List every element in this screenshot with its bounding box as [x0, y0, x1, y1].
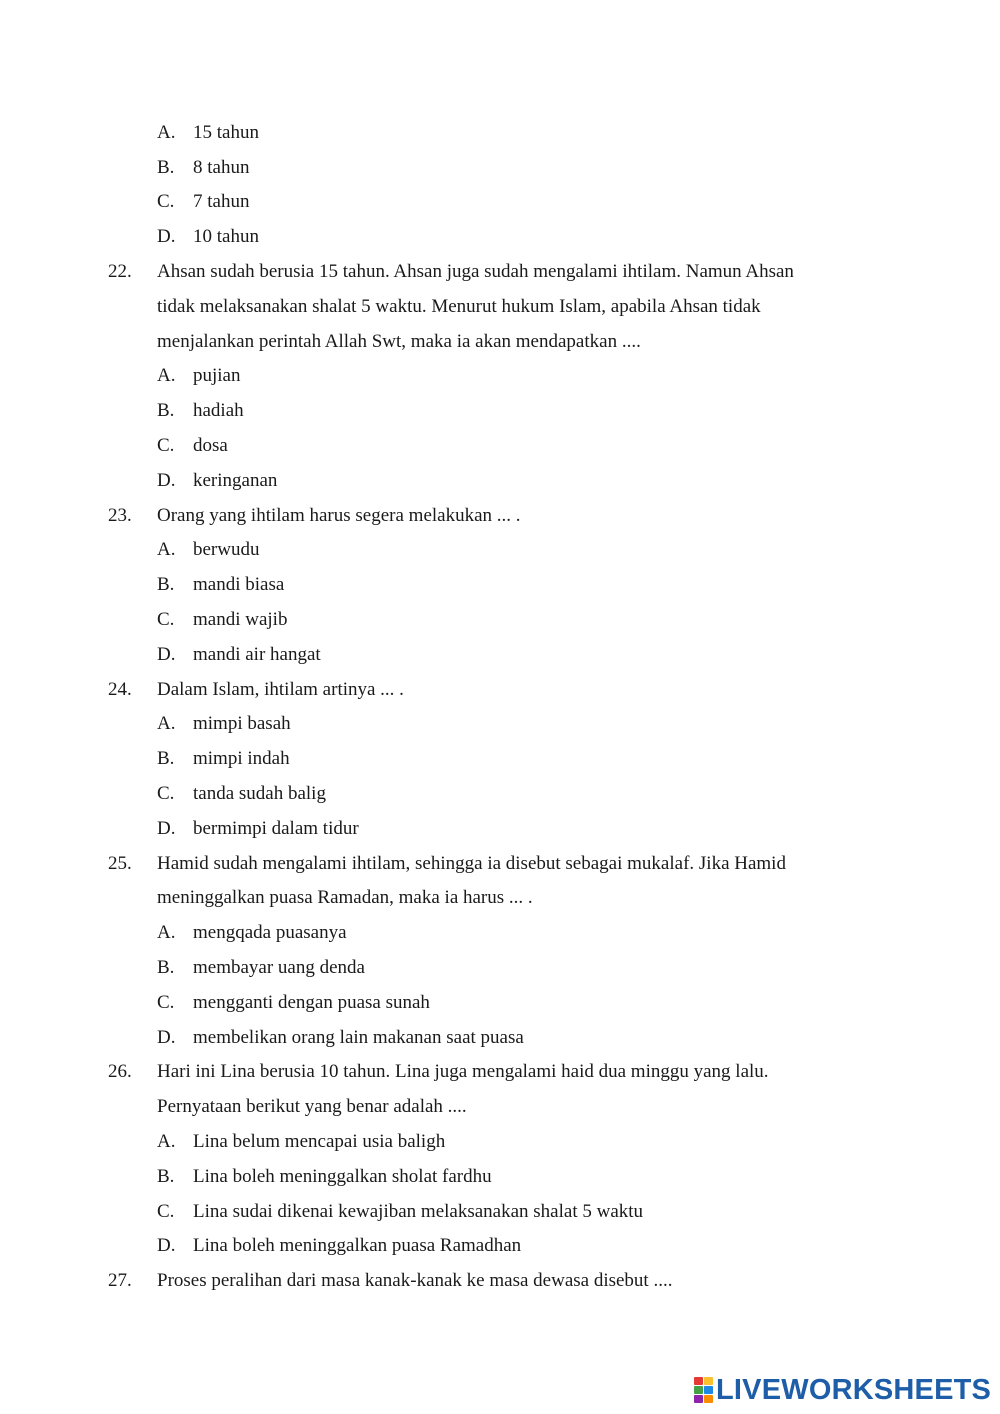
question-number: 25. — [108, 852, 132, 874]
question-text: meninggalkan puasa Ramadan, maka ia harus ... . — [157, 887, 533, 909]
option-letter[interactable]: C. — [157, 1200, 175, 1222]
question-text: Pernyataan berikut yang benar adalah .... — [157, 1096, 467, 1118]
question-number: 23. — [108, 504, 132, 526]
option-text[interactable]: 10 tahun — [193, 226, 259, 248]
option-text[interactable]: mandi air hangat — [193, 643, 321, 665]
option-text[interactable]: mengqada puasanya — [193, 922, 347, 944]
option-text[interactable]: hadiah — [193, 400, 244, 422]
logo-text: LIVEWORKSHEETS — [716, 1373, 992, 1406]
option-letter[interactable]: C. — [157, 435, 175, 456]
option-text[interactable]: bermimpi dalam tidur — [193, 817, 359, 839]
question-number: 24. — [108, 678, 132, 700]
option-letter[interactable]: C. — [157, 991, 175, 1013]
option-letter[interactable]: D. — [157, 1026, 176, 1048]
question-number: 22. — [108, 261, 132, 282]
option-text[interactable]: membelikan orang lain makanan saat puasa — [193, 1026, 524, 1048]
option-letter[interactable]: C. — [157, 783, 175, 804]
option-letter[interactable]: B. — [157, 1165, 175, 1187]
option-letter[interactable]: D. — [157, 643, 176, 665]
option-letter[interactable]: B. — [157, 574, 175, 596]
logo-tile — [694, 1395, 703, 1403]
question-text: Dalam Islam, ihtilam artinya ... . — [157, 678, 404, 700]
option-text[interactable]: mandi biasa — [193, 574, 285, 596]
option-letter[interactable]: B. — [157, 156, 175, 178]
option-letter[interactable]: A. — [157, 121, 176, 143]
option-text[interactable]: mimpi basah — [193, 713, 291, 735]
option-text[interactable]: keringanan — [193, 469, 278, 491]
option-text[interactable]: dosa — [193, 435, 228, 456]
option-text[interactable]: Lina boleh meninggalkan sholat fardhu — [193, 1165, 492, 1187]
option-text[interactable]: tanda sudah balig — [193, 783, 326, 804]
option-text[interactable]: 15 tahun — [193, 121, 259, 143]
question-text: Orang yang ihtilam harus segera melakukan ... . — [157, 504, 521, 526]
option-letter[interactable]: A. — [157, 922, 176, 944]
option-text[interactable]: pujian — [193, 365, 241, 387]
option-letter[interactable]: B. — [157, 957, 175, 978]
question-text: menjalankan perintah Allah Swt, maka ia akan mendapatkan .... — [157, 330, 641, 352]
option-text[interactable]: membayar uang denda — [193, 957, 365, 978]
option-letter[interactable]: D. — [157, 226, 176, 248]
question-text: Ahsan sudah berusia 15 tahun. Ahsan juga sudah mengalami ihtilam. Namun Ahsan — [157, 261, 794, 282]
option-letter[interactable]: C. — [157, 609, 175, 630]
option-text[interactable]: 8 tahun — [193, 156, 250, 178]
option-letter[interactable]: D. — [157, 469, 176, 491]
question-text: tidak melaksanakan shalat 5 waktu. Menurut hukum Islam, apabila Ahsan tidak — [157, 295, 761, 317]
option-letter[interactable]: D. — [157, 817, 176, 839]
question-number: 27. — [108, 1270, 132, 1292]
logo-tile — [704, 1377, 713, 1385]
logo-tile — [694, 1386, 703, 1394]
option-letter[interactable]: A. — [157, 539, 176, 561]
option-letter[interactable]: B. — [157, 400, 175, 422]
option-letter[interactable]: C. — [157, 191, 175, 213]
liveworksheets-logo-icon — [694, 1377, 713, 1403]
option-letter[interactable]: A. — [157, 713, 176, 735]
option-letter[interactable]: A. — [157, 365, 176, 387]
option-letter[interactable]: D. — [157, 1235, 176, 1257]
option-text[interactable]: mimpi indah — [193, 748, 290, 770]
question-text: Proses peralihan dari masa kanak-kanak ke masa dewasa disebut .... — [157, 1270, 673, 1292]
logo-tile — [694, 1377, 703, 1385]
option-text[interactable]: 7 tahun — [193, 191, 250, 213]
logo-tile — [704, 1386, 713, 1394]
option-text[interactable]: Lina sudai dikenai kewajiban melaksanakan shalat 5 waktu — [193, 1200, 644, 1222]
liveworksheets-logo[interactable] — [694, 1374, 990, 1406]
question-text: Hamid sudah mengalami ihtilam, sehingga ia disebut sebagai mukalaf. Jika Hamid — [157, 852, 786, 874]
option-text[interactable]: mandi wajib — [193, 609, 288, 630]
question-text: Hari ini Lina berusia 10 tahun. Lina juga mengalami haid dua minggu yang lalu. — [157, 1061, 769, 1083]
option-text[interactable]: berwudu — [193, 539, 260, 561]
option-letter[interactable]: B. — [157, 748, 175, 770]
option-text[interactable]: Lina belum mencapai usia baligh — [193, 1131, 446, 1152]
option-text[interactable]: Lina boleh meninggalkan puasa Ramadhan — [193, 1235, 522, 1257]
logo-tile — [704, 1395, 713, 1403]
option-letter[interactable]: A. — [157, 1131, 176, 1152]
question-number: 26. — [108, 1061, 132, 1083]
option-text[interactable]: mengganti dengan puasa sunah — [193, 991, 430, 1013]
